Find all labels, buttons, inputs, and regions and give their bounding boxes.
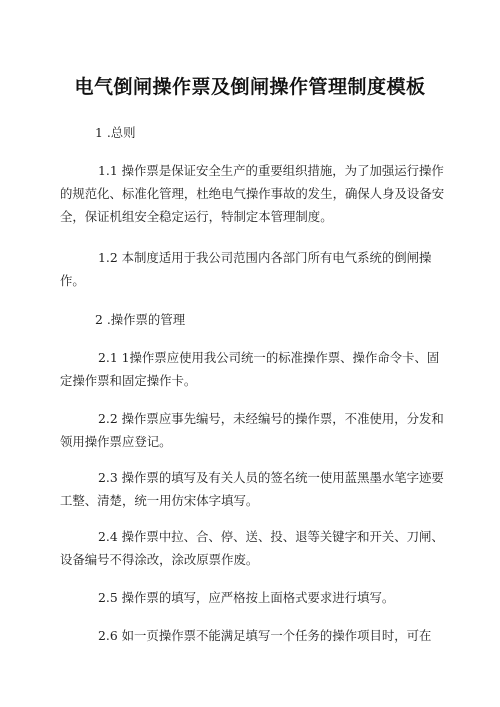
paragraph-1-1: 1.1 操作票是保证安全生产的重要组织措施，为了加强运行操作的规范化、标准化管理，杜绝电气操作事故的发生，确保人身及设备安全，保证机组安全稳定运行，特制定本管理制度。 — [60, 163, 445, 224]
paragraph-2-6: 2.6 如一页操作票不能满足填写一个任务的操作项目时，可在 — [98, 628, 432, 643]
section-heading-general: 1 .总则 — [95, 125, 136, 140]
section-heading-ticket-management: 2 .操作票的管理 — [95, 312, 186, 327]
paragraph-2-3: 2.3 操作票的填写及有关人员的签名统一使用蓝黑墨水笔字迹要工整、清楚，统一用仿宋体字填写。 — [60, 470, 444, 508]
paragraph-2-4: 2.4 操作票中拉、合、停、送、投、退等关键字和开关、刀闸、设备编号不得涂改，涂改原票作废。 — [60, 529, 444, 567]
paragraph-2-1: 2.1 1操作票应使用我公司统一的标准操作票、操作命令卡、固定操作票和固定操作卡。 — [60, 350, 440, 388]
paragraph-2-2: 2.2 操作票应事先编号，未经编号的操作票，不准使用，分发和领用操作票应登记。 — [60, 411, 444, 449]
document-title: 电气倒闸操作票及倒闸操作管理制度模板 — [74, 76, 426, 98]
paragraph-1-2: 1.2 本制度适用于我公司范围内各部门所有电气系统的倒闸操作。 — [60, 250, 432, 288]
paragraph-2-5: 2.5 操作票的填写，应严格按上面格式要求进行填写。 — [98, 590, 395, 605]
